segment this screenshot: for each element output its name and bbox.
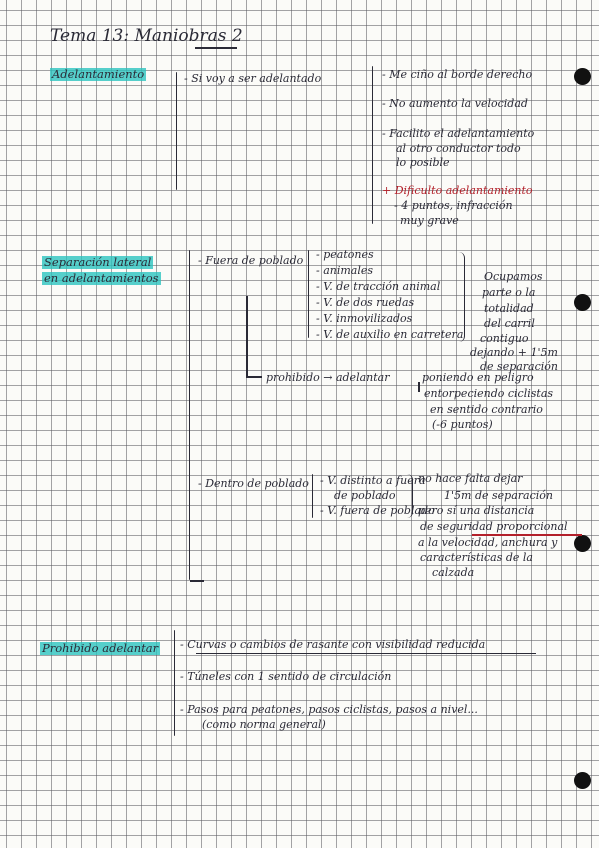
list-item: - V. fuera de poblado <box>320 504 435 517</box>
page-title: Tema 13: Maniobras 2 <box>50 26 243 46</box>
connector-line <box>246 296 248 362</box>
title-underline <box>195 47 237 49</box>
list-item: - animales <box>316 264 374 277</box>
note-line: calzada <box>432 566 475 579</box>
brace <box>372 66 373 224</box>
note-line: características de la <box>420 551 533 564</box>
big-brace <box>189 250 190 580</box>
note-line: pero sí una distancia <box>418 504 535 517</box>
brace <box>308 250 309 338</box>
note-line: totalidad <box>484 302 534 315</box>
note-line: contiguo <box>480 332 529 345</box>
heading-separacion-line1: Separación lateral <box>44 255 152 269</box>
condition-text: - Si voy a ser adelantado <box>184 72 322 85</box>
list-item: - V. inmovilizados <box>316 312 413 325</box>
note-line: a la velocidad, anchura y <box>418 536 558 549</box>
brace <box>174 630 175 736</box>
binder-hole <box>574 68 591 85</box>
list-item: - Túneles con 1 sentido de circulación <box>180 670 392 683</box>
list-item: al otro conductor todo <box>396 142 521 155</box>
brace-tail <box>190 580 204 582</box>
label-fuera-poblado: - Fuera de poblado <box>198 254 304 267</box>
list-item: - No aumento la velocidad <box>382 97 528 110</box>
heading-adelantamiento: Adelantamiento <box>52 67 145 81</box>
underline <box>196 653 536 654</box>
connector-line <box>418 382 420 392</box>
connector-line <box>246 376 262 378</box>
list-item: - V. de tracción animal <box>316 280 441 293</box>
binder-hole <box>574 772 591 789</box>
list-item: - 4 puntos, infracción <box>394 199 513 212</box>
note-line: del carril <box>484 317 535 330</box>
list-item: - peatones <box>316 248 374 261</box>
list-item: - Pasos para peatones, pasos ciclistas, pasos a nivel... <box>180 703 478 716</box>
right-brace <box>406 474 413 518</box>
note-line: poniendo en peligro <box>422 371 534 384</box>
note-line: de seguridad proporcional <box>420 520 568 533</box>
note-line: (-6 puntos) <box>432 418 493 431</box>
list-item: lo posible <box>396 156 450 169</box>
connector-line <box>246 362 248 376</box>
list-item: - Me ciño al borde derecho <box>382 68 533 81</box>
label-dentro-poblado: - Dentro de poblado <box>198 477 309 490</box>
brace <box>312 474 313 518</box>
note-line: no hace falta dejar <box>418 472 523 485</box>
list-item: (como norma general) <box>202 718 326 731</box>
list-item: - V. distinto a fuera <box>320 474 426 487</box>
note-line: parte o la <box>482 286 536 299</box>
list-item: - Facilito el adelantamiento <box>382 127 535 140</box>
note-line: 1'5m de separación <box>444 489 553 502</box>
list-item: - V. de dos ruedas <box>316 296 415 309</box>
list-item: - Curvas o cambios de rasante con visibilidad reducida <box>180 638 486 651</box>
binder-hole <box>574 294 591 311</box>
list-item: de poblado <box>334 489 396 502</box>
note-line: de separación <box>480 360 559 373</box>
prohibido-adelantar: prohibido → adelantar <box>266 371 390 384</box>
binder-hole <box>574 535 591 552</box>
list-item: - V. de auxilio en carretera <box>316 328 464 341</box>
list-item-red: + Dificulto adelantamiento <box>382 184 533 197</box>
right-brace <box>458 252 465 342</box>
heading-separacion-line2: en adelantamientos <box>44 271 159 285</box>
note-line: en sentido contrario <box>430 403 543 416</box>
note-line: Ocupamos <box>484 270 543 283</box>
brace <box>176 72 177 190</box>
list-item: muy grave <box>400 214 459 227</box>
note-line: entorpeciendo ciclistas <box>424 387 554 400</box>
heading-prohibido-adelantar: Prohibido adelantar <box>42 641 159 655</box>
note-line: dejando + 1'5m <box>470 346 558 359</box>
